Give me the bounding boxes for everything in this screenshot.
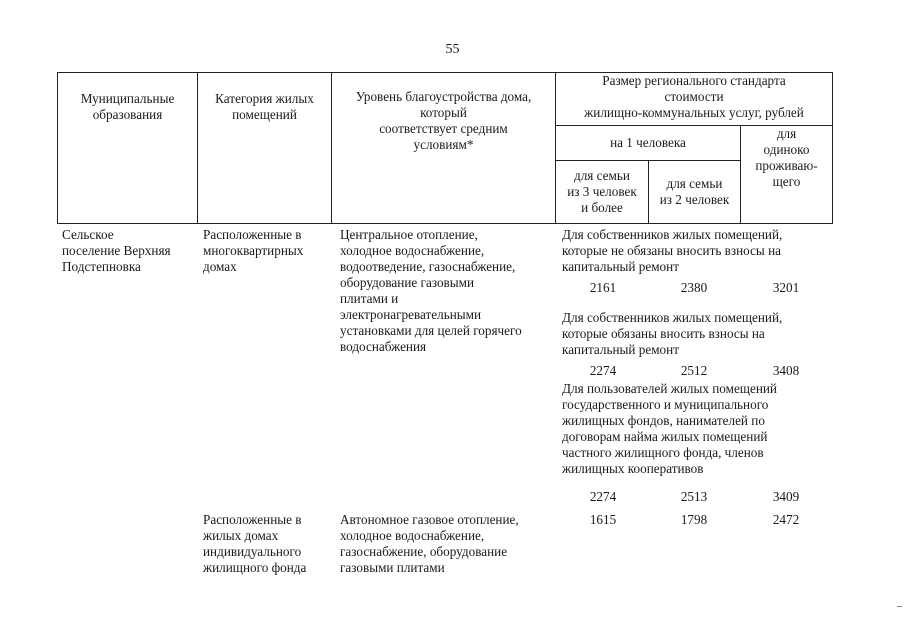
group2-value-single: 3408 (772, 363, 800, 378)
page-number: 55 (445, 42, 460, 57)
table-right-border (832, 72, 833, 223)
group3-label: Для пользователей жилых помещений государственного и муниципального жилищных фондов, нанимателей по договорам найма жилых помещений частного жилищного фонда, членов жилищных кооперативов (562, 381, 777, 476)
group3-value-single: 3409 (772, 489, 800, 504)
row2-category: Расположенные в жилых домах индивидуального жилищного фонда (203, 512, 307, 575)
group2-value-family3: 2274 (589, 363, 617, 378)
group1-value-single: 3201 (772, 280, 800, 295)
row2-value-single: 2472 (772, 512, 800, 527)
group2-value-family2: 2512 (680, 363, 708, 378)
header-category-text: Категория жилых помещений (215, 91, 314, 122)
group2-label: Для собственников жилых помещений, которые обязаны вносить взносы на капитальный ремонт (562, 310, 783, 357)
header-standard: Размер регионального стандарта стоимости жилищно-коммунальных услуг, рублей (584, 73, 804, 120)
header-per-person (556, 126, 740, 160)
group1-value-family2: 2380 (680, 280, 708, 295)
header-per-person-text: на 1 человека (610, 135, 686, 150)
header-municipality (58, 73, 197, 141)
scan-mark (897, 606, 902, 607)
header-category (198, 73, 331, 141)
row2-value-family2: 1798 (680, 512, 708, 527)
header-municipality-text: Муниципальные образования (80, 91, 175, 122)
header-single: для одиноко проживаю- щего (755, 126, 818, 189)
header-level: Уровень благоустройства дома, который соответствует средним условиям* (355, 89, 532, 152)
row1-level: Центральное отопление, холодное водоснабжение, водоотведение, газоснабжение, оборудование газовыми плитами и электронагревательными установками для целей горячего водоснабжения (340, 227, 522, 354)
header-family2-text: для семьи из 2 человек (659, 176, 730, 207)
row2-level: Автономное газовое отопление, холодное водоснабжение, газоснабжение, оборудование газовыми плитами (340, 512, 519, 575)
row1-category: Расположенные в многоквартирных домах (203, 227, 304, 274)
header-family3: для семьи из 3 человек и более (567, 168, 637, 215)
header-family2 (649, 161, 740, 223)
municipality-name: Сельское поселение Верхняя Подстепновка (62, 227, 171, 274)
header-bottom-border (57, 223, 833, 224)
group1-label: Для собственников жилых помещений, которые не обязаны вносить взносы на капитальный ремонт (562, 227, 783, 274)
row2-value-family3: 1615 (589, 512, 617, 527)
group3-value-family2: 2513 (680, 489, 708, 504)
group3-value-family3: 2274 (589, 489, 617, 504)
group1-value-family3: 2161 (589, 280, 617, 295)
